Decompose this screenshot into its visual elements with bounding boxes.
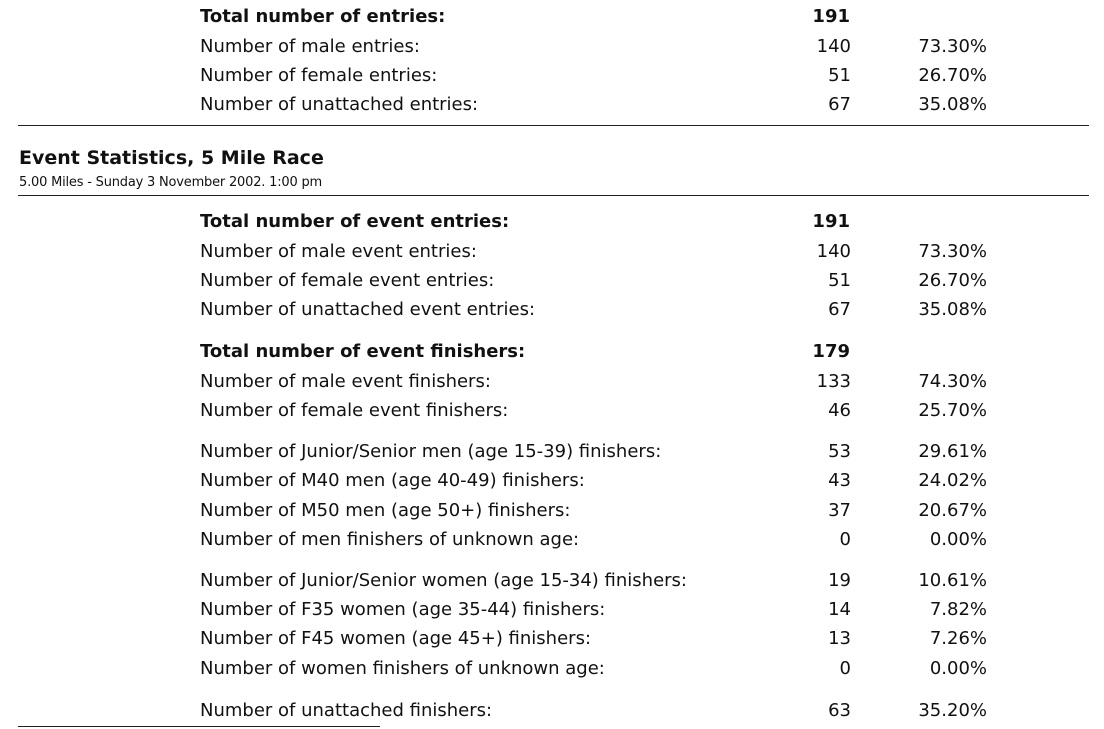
men-junior-senior-label: Number of Junior/Senior men (age 15-39) finishers: [200, 441, 662, 462]
female-event-finishers-row [0, 399, 1104, 423]
unattached-entries-row [0, 93, 1104, 117]
women-unknown-age-row [0, 657, 1104, 681]
women-f45-row [0, 627, 1104, 651]
men-junior-senior-pct: 29.61% [918, 441, 987, 462]
unattached-event-entries-row [0, 298, 1104, 322]
male-entries-count: 140 [816, 36, 851, 57]
total-event-finishers-label: Total number of event finishers: [200, 341, 526, 362]
female-entries-row [0, 64, 1104, 88]
male-event-finishers-count: 133 [816, 371, 851, 392]
female-event-entries-label: Number of female event entries: [200, 270, 495, 291]
men-m40-label: Number of M40 men (age 40-49) finishers: [200, 470, 585, 491]
female-event-entries-pct: 26.70% [918, 270, 987, 291]
male-entries-pct: 73.30% [918, 36, 987, 57]
male-event-entries-row [0, 240, 1104, 264]
male-event-entries-pct: 73.30% [918, 241, 987, 262]
men-junior-senior-count: 53 [828, 441, 851, 462]
female-entries-count: 51 [828, 65, 851, 86]
male-event-finishers-label: Number of male event finishers: [200, 371, 491, 392]
total-entries-label: Total number of entries: [200, 6, 446, 27]
female-event-finishers-count: 46 [828, 400, 851, 421]
women-f35-pct: 7.82% [929, 599, 987, 620]
total-event-finishers-count: 179 [812, 341, 850, 362]
total-event-entries-row [0, 210, 1104, 234]
male-event-finishers-row [0, 370, 1104, 394]
female-event-entries-count: 51 [828, 270, 851, 291]
total-event-entries-label: Total number of event entries: [200, 211, 510, 232]
men-unknown-age-row [0, 528, 1104, 552]
men-unknown-age-label: Number of men finishers of unknown age: [200, 529, 580, 550]
men-unknown-age-pct: 0.00% [929, 529, 987, 550]
women-unknown-age-pct: 0.00% [929, 658, 987, 679]
women-junior-senior-label: Number of Junior/Senior women (age 15-34) finishers: [200, 570, 687, 591]
men-m50-label: Number of M50 men (age 50+) finishers: [200, 500, 571, 521]
total-event-entries-count: 191 [812, 211, 850, 232]
female-event-finishers-label: Number of female event finishers: [200, 400, 509, 421]
female-event-entries-row [0, 269, 1104, 293]
male-event-entries-label: Number of male event entries: [200, 241, 477, 262]
female-entries-label: Number of female entries: [200, 65, 438, 86]
women-f45-pct: 7.26% [929, 628, 987, 649]
men-junior-senior-row [0, 440, 1104, 464]
section-divider [18, 125, 1089, 126]
men-m50-count: 37 [828, 500, 851, 521]
unattached-event-entries-label: Number of unattached event entries: [200, 299, 536, 320]
unattached-event-entries-pct: 35.08% [918, 299, 987, 320]
unattached-finishers-row [0, 699, 1104, 723]
women-f35-count: 14 [828, 599, 851, 620]
men-m50-row [0, 499, 1104, 523]
total-entries-count: 191 [812, 6, 850, 27]
unattached-entries-count: 67 [828, 94, 851, 115]
women-unknown-age-label: Number of women finishers of unknown age: [200, 658, 605, 679]
unattached-entries-pct: 35.08% [918, 94, 987, 115]
female-entries-pct: 26.70% [918, 65, 987, 86]
bottom-divider [18, 726, 380, 727]
women-junior-senior-pct: 10.61% [918, 570, 987, 591]
men-m40-row [0, 469, 1104, 493]
unattached-event-entries-count: 67 [828, 299, 851, 320]
unattached-finishers-pct: 35.20% [918, 700, 987, 721]
women-f35-label: Number of F35 women (age 35-44) finishers: [200, 599, 606, 620]
male-entries-label: Number of male entries: [200, 36, 420, 57]
unattached-entries-label: Number of unattached entries: [200, 94, 479, 115]
male-event-finishers-pct: 74.30% [918, 371, 987, 392]
men-unknown-age-count: 0 [839, 529, 851, 550]
men-m50-pct: 20.67% [918, 500, 987, 521]
women-unknown-age-count: 0 [839, 658, 851, 679]
women-f45-label: Number of F45 women (age 45+) finishers: [200, 628, 592, 649]
men-m40-pct: 24.02% [918, 470, 987, 491]
men-m40-count: 43 [828, 470, 851, 491]
total-entries-row [0, 5, 1104, 29]
unattached-finishers-label: Number of unattached finishers: [200, 700, 493, 721]
women-junior-senior-count: 19 [828, 570, 851, 591]
total-event-finishers-row [0, 340, 1104, 364]
event-section-subtitle: 5.00 Miles - Sunday 3 November 2002. 1:00 pm [19, 175, 322, 190]
women-f45-count: 13 [828, 628, 851, 649]
event-header-divider [18, 195, 1089, 196]
unattached-finishers-count: 63 [828, 700, 851, 721]
event-section-title: Event Statistics, 5 Mile Race [19, 147, 324, 169]
female-event-finishers-pct: 25.70% [918, 400, 987, 421]
women-f35-row [0, 598, 1104, 622]
women-junior-senior-row [0, 569, 1104, 593]
male-entries-row [0, 35, 1104, 59]
male-event-entries-count: 140 [816, 241, 851, 262]
